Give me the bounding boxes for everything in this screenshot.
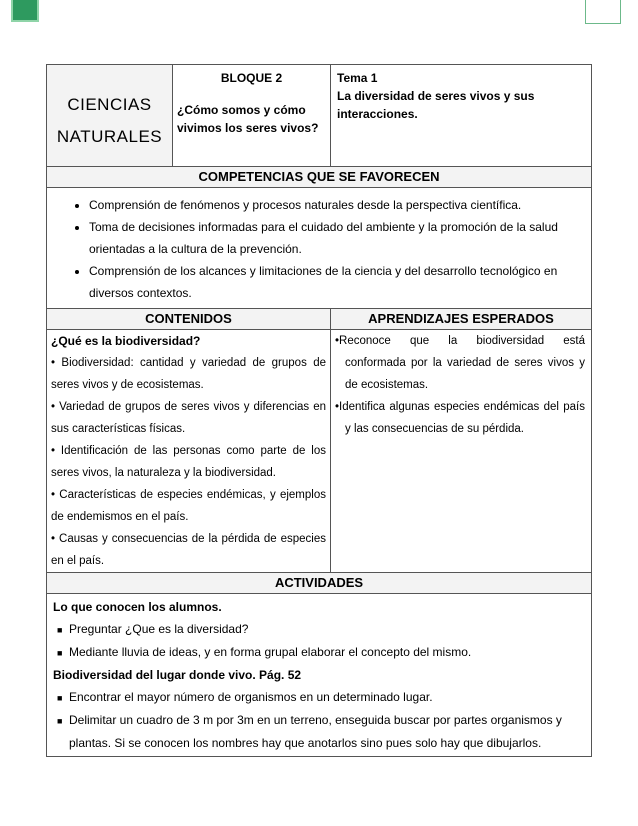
competencias-title: COMPETENCIAS QUE SE FAVORECEN bbox=[47, 167, 592, 188]
square-bullet-icon: ■ bbox=[57, 693, 63, 703]
competencia-item: • Toma de decisiones informadas para el cuidado del ambiente y la promoción de la salud orientadas a la cultura de la prevención. bbox=[89, 216, 583, 260]
contenidos-title: CONTENIDOS bbox=[47, 309, 331, 330]
actividades-row bbox=[47, 594, 592, 757]
actividades-heading-2: Biodiversidad del lugar donde vivo. Pág. 52 bbox=[53, 668, 302, 682]
aprendizaje-item: •Reconoce que la biodiversidad está conformada por la variedad de seres vivos y de ecosistemas. bbox=[335, 335, 586, 391]
square-bullet-icon: ■ bbox=[57, 716, 63, 726]
lesson-plan bbox=[46, 64, 591, 757]
competencias-row bbox=[47, 188, 592, 309]
actividad-item bbox=[53, 641, 585, 664]
corner-decoration-left bbox=[11, 0, 39, 22]
contenido-item: • Características de especies endémicas, y ejemplos de endemismos en el país. bbox=[51, 489, 326, 523]
actividad-text: Encontrar el mayor número de organismos en un determinado lugar. bbox=[69, 690, 433, 704]
actividad-item bbox=[53, 686, 585, 709]
subject-line-1: CIENCIAS bbox=[67, 95, 152, 114]
contenido-item: • Biodiversidad: cantidad y variedad de grupos de seres vivos y de ecosistemas. bbox=[51, 357, 326, 391]
actividades-title: ACTIVIDADES bbox=[47, 573, 592, 594]
bloque-cell bbox=[173, 65, 331, 167]
actividad-item bbox=[53, 709, 585, 754]
header-row bbox=[47, 65, 592, 167]
actividad-item bbox=[53, 618, 585, 641]
tema-cell bbox=[331, 65, 592, 167]
competencias-list bbox=[47, 188, 591, 308]
contenidos-header-row bbox=[47, 309, 592, 330]
competencia-item: • Comprensión de fenómenos y procesos naturales desde la perspectiva científica. bbox=[89, 194, 583, 216]
actividad-text: Preguntar ¿Que es la diversidad? bbox=[69, 622, 249, 636]
contenidos-row bbox=[47, 330, 592, 573]
actividades-heading-1: Lo que conocen los alumnos. bbox=[53, 600, 222, 614]
tema-label: Tema 1 bbox=[337, 71, 378, 85]
competencias-cell bbox=[47, 188, 592, 309]
square-bullet-icon: ■ bbox=[57, 648, 63, 658]
bloque-question: ¿Cómo somos y cómo vivimos los seres vivos? bbox=[177, 103, 319, 135]
subject-line-2: NATURALES bbox=[56, 127, 163, 146]
subject-cell bbox=[47, 65, 173, 167]
contenido-item: • Identificación de las personas como parte de los seres vivos, la naturaleza y la biodiversidad. bbox=[51, 445, 326, 479]
competencias-header-row bbox=[47, 167, 592, 188]
actividades-cell bbox=[47, 594, 592, 757]
square-bullet-icon: ■ bbox=[57, 625, 63, 635]
corner-decoration-right bbox=[585, 0, 621, 24]
lesson-plan-table bbox=[46, 64, 592, 757]
actividades-header-row bbox=[47, 573, 592, 594]
bloque-label: BLOQUE 2 bbox=[220, 71, 283, 85]
contenidos-cell bbox=[47, 330, 331, 573]
contenidos-heading: ¿Qué es la biodiversidad? bbox=[51, 334, 201, 348]
actividad-text: Mediante lluvia de ideas, y en forma grupal elaborar el concepto del mismo. bbox=[69, 645, 472, 659]
aprendizajes-cell bbox=[331, 330, 592, 573]
competencia-item: • Comprensión de los alcances y limitaciones de la ciencia y del desarrollo tecnológico en diversos contextos. bbox=[89, 260, 583, 304]
actividad-text: Delimitar un cuadro de 3 m por 3m en un terreno, enseguida buscar por partes organismos y plantas. Si se conocen los nombres hay que anotarlos sino pues solo hay que dibujarlos. bbox=[69, 713, 562, 750]
aprendizaje-item: •Identifica algunas especies endémicas del país y las consecuencias de su pérdida. bbox=[335, 401, 586, 435]
contenido-item: • Causas y consecuencias de la pérdida de especies en el país. bbox=[51, 533, 326, 567]
aprendizajes-title: APRENDIZAJES ESPERADOS bbox=[331, 309, 592, 330]
contenido-item: • Variedad de grupos de seres vivos y diferencias en sus características físicas. bbox=[51, 401, 326, 435]
tema-title: La diversidad de seres vivos y sus interacciones. bbox=[337, 89, 535, 121]
